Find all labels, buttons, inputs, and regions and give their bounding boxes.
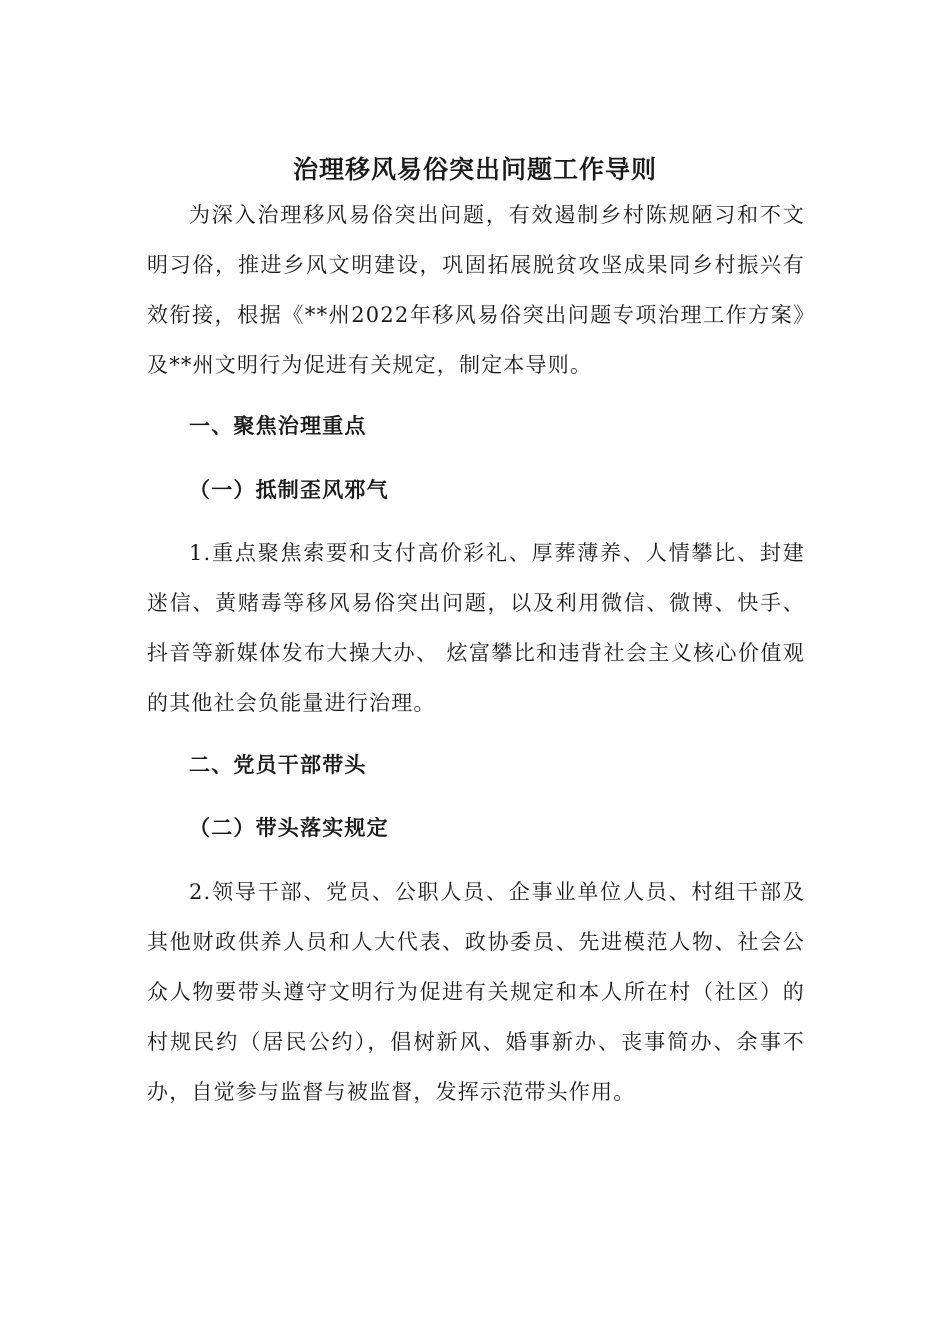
page-title: 治理移风易俗突出问题工作导则 bbox=[292, 154, 657, 184]
intro-paragraph: 为深入治理移风易俗突出问题，有效遏制乡村陈规陋习和不文明习俗，推进乡风文明建设，巩固拓展脱贫攻坚成果同乡村振兴有效衔接，根据《**州2022年移风易俗突出问题专项治理工作方案》及**州文明行为促进有关规定，制定本导则。 bbox=[147, 203, 805, 377]
section-body-1: 1.重点聚焦索要和支付高价彩礼、厚葬薄养、人情攀比、封建迷信、黄赌毒等移风易俗突出问题，以及利用微信、微博、快手、抖音等新媒体发布大操大办、 炫富攀比和违背社会主义核心价值观的其他社会负能量进行治理。 bbox=[147, 541, 805, 715]
section-body-2: 2.领导干部、党员、公职人员、企事业单位人员、村组干部及其他财政供养人员和人大代表、政协委员、先进模范人物、社会公众人物要带头遵守文明行为促进有关规定和本人所在村（社区）的村规民约（居民公约），倡树新风、婚事新办、丧事简办、余事不办，自觉参与监督与被监督，发挥示范带头作用。 bbox=[147, 880, 805, 1104]
subsection-heading-1: （一）抵制歪风邪气 bbox=[189, 477, 389, 502]
section-heading-1: 一、聚焦治理重点 bbox=[189, 413, 367, 438]
subsection-heading-2: （二）带头落实规定 bbox=[189, 815, 389, 840]
section-heading-2: 二、党员干部带头 bbox=[189, 752, 367, 777]
